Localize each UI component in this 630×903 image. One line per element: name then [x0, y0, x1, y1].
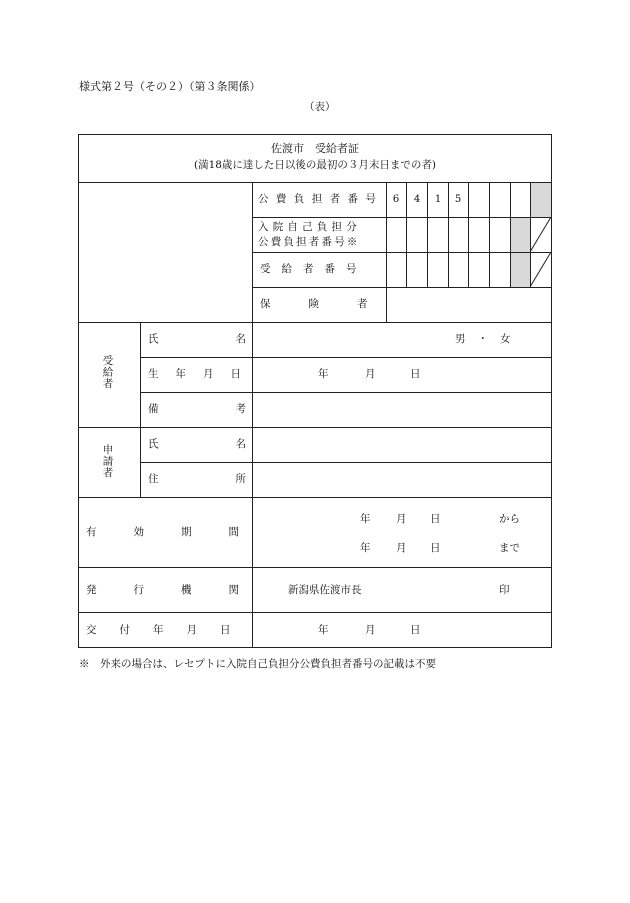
validity-to-day: 日 [430, 542, 441, 554]
issuer-label: 発行機関 [86, 584, 276, 596]
recipient-name-label: 氏名 [148, 333, 323, 345]
table-line [510, 182, 511, 287]
table-line [140, 462, 552, 463]
validity-to-month: 月 [396, 542, 407, 554]
validity-from-year: 年 [360, 513, 371, 525]
recipient-number-label: 受給者番号 [260, 263, 368, 275]
table-line [252, 182, 253, 648]
table-line [252, 252, 552, 253]
remarks-label: 備考 [148, 403, 323, 415]
table-line [140, 322, 141, 497]
validity-from-day: 日 [430, 513, 441, 525]
shaded-cell [510, 217, 530, 252]
table-line [551, 134, 552, 648]
validity-from-text: から [499, 513, 520, 525]
table-line [78, 612, 552, 613]
dob-year-unit: 年 [318, 368, 329, 380]
payer-digit: 6 [392, 194, 400, 205]
inpatient-payer-label-line1: 入院自己負担分 [258, 221, 361, 233]
dob-month-unit: 月 [365, 368, 376, 380]
public-payer-number-label: 公費負担者番号 [258, 193, 384, 205]
table-line [78, 497, 552, 498]
insurer-label: 保険者 [260, 298, 406, 310]
dob-day-unit: 日 [410, 368, 421, 380]
table-line [78, 567, 552, 568]
table-line [140, 357, 552, 358]
dob-label: 生年月日 [148, 368, 258, 380]
form-number: 様式第２号（その２）（第３条関係） [79, 80, 261, 93]
table-line [468, 182, 469, 287]
diagonal-slash [530, 217, 552, 287]
issuer-value: 新潟県佐渡市長 [288, 584, 362, 596]
table-line [78, 182, 552, 183]
table-line [140, 392, 552, 393]
issue-date-day: 日 [410, 624, 421, 636]
validity-to-text: まで [499, 542, 520, 554]
applicant-name-label: 氏名 [148, 438, 323, 450]
issue-date-month: 月 [365, 624, 376, 636]
applicant-address-label: 住所 [148, 473, 323, 485]
table-line [252, 217, 552, 218]
table-line [78, 322, 552, 323]
table-line [78, 647, 552, 648]
table-line [78, 134, 552, 135]
card-subtitle: (満18歳に達した日以後の最初の３月末日までの者) [193, 159, 437, 171]
table-line [489, 182, 490, 287]
shaded-cell [510, 252, 530, 287]
issue-date-year: 年 [318, 624, 329, 636]
table-line [78, 427, 552, 428]
shaded-cell [530, 182, 551, 217]
recipient-sex-options: 男・女 [455, 333, 523, 345]
payer-digit: 5 [454, 194, 462, 205]
validity-to-year: 年 [360, 542, 371, 554]
issuer-seal: 印 [499, 584, 510, 596]
validity-from-month: 月 [396, 513, 407, 525]
issue-date-label: 交付年月日 [86, 624, 254, 636]
inpatient-payer-label-line2: 公費負担者番号※ [258, 236, 360, 248]
footnote: ※ 外来の場合は、レセプトに入院自己負担分公費負担者番号の記載は不要 [79, 658, 436, 670]
card-title: 佐渡市 受給者証 [271, 142, 359, 155]
payer-digit: 4 [413, 194, 421, 205]
payer-digit: 1 [434, 194, 442, 205]
recipient-group-label: 受給者 [101, 355, 114, 390]
face-label: （表） [304, 101, 336, 113]
table-line [78, 134, 79, 648]
validity-label: 有効期間 [86, 526, 276, 538]
table-line [252, 287, 552, 288]
applicant-group-label: 申請者 [101, 444, 114, 479]
